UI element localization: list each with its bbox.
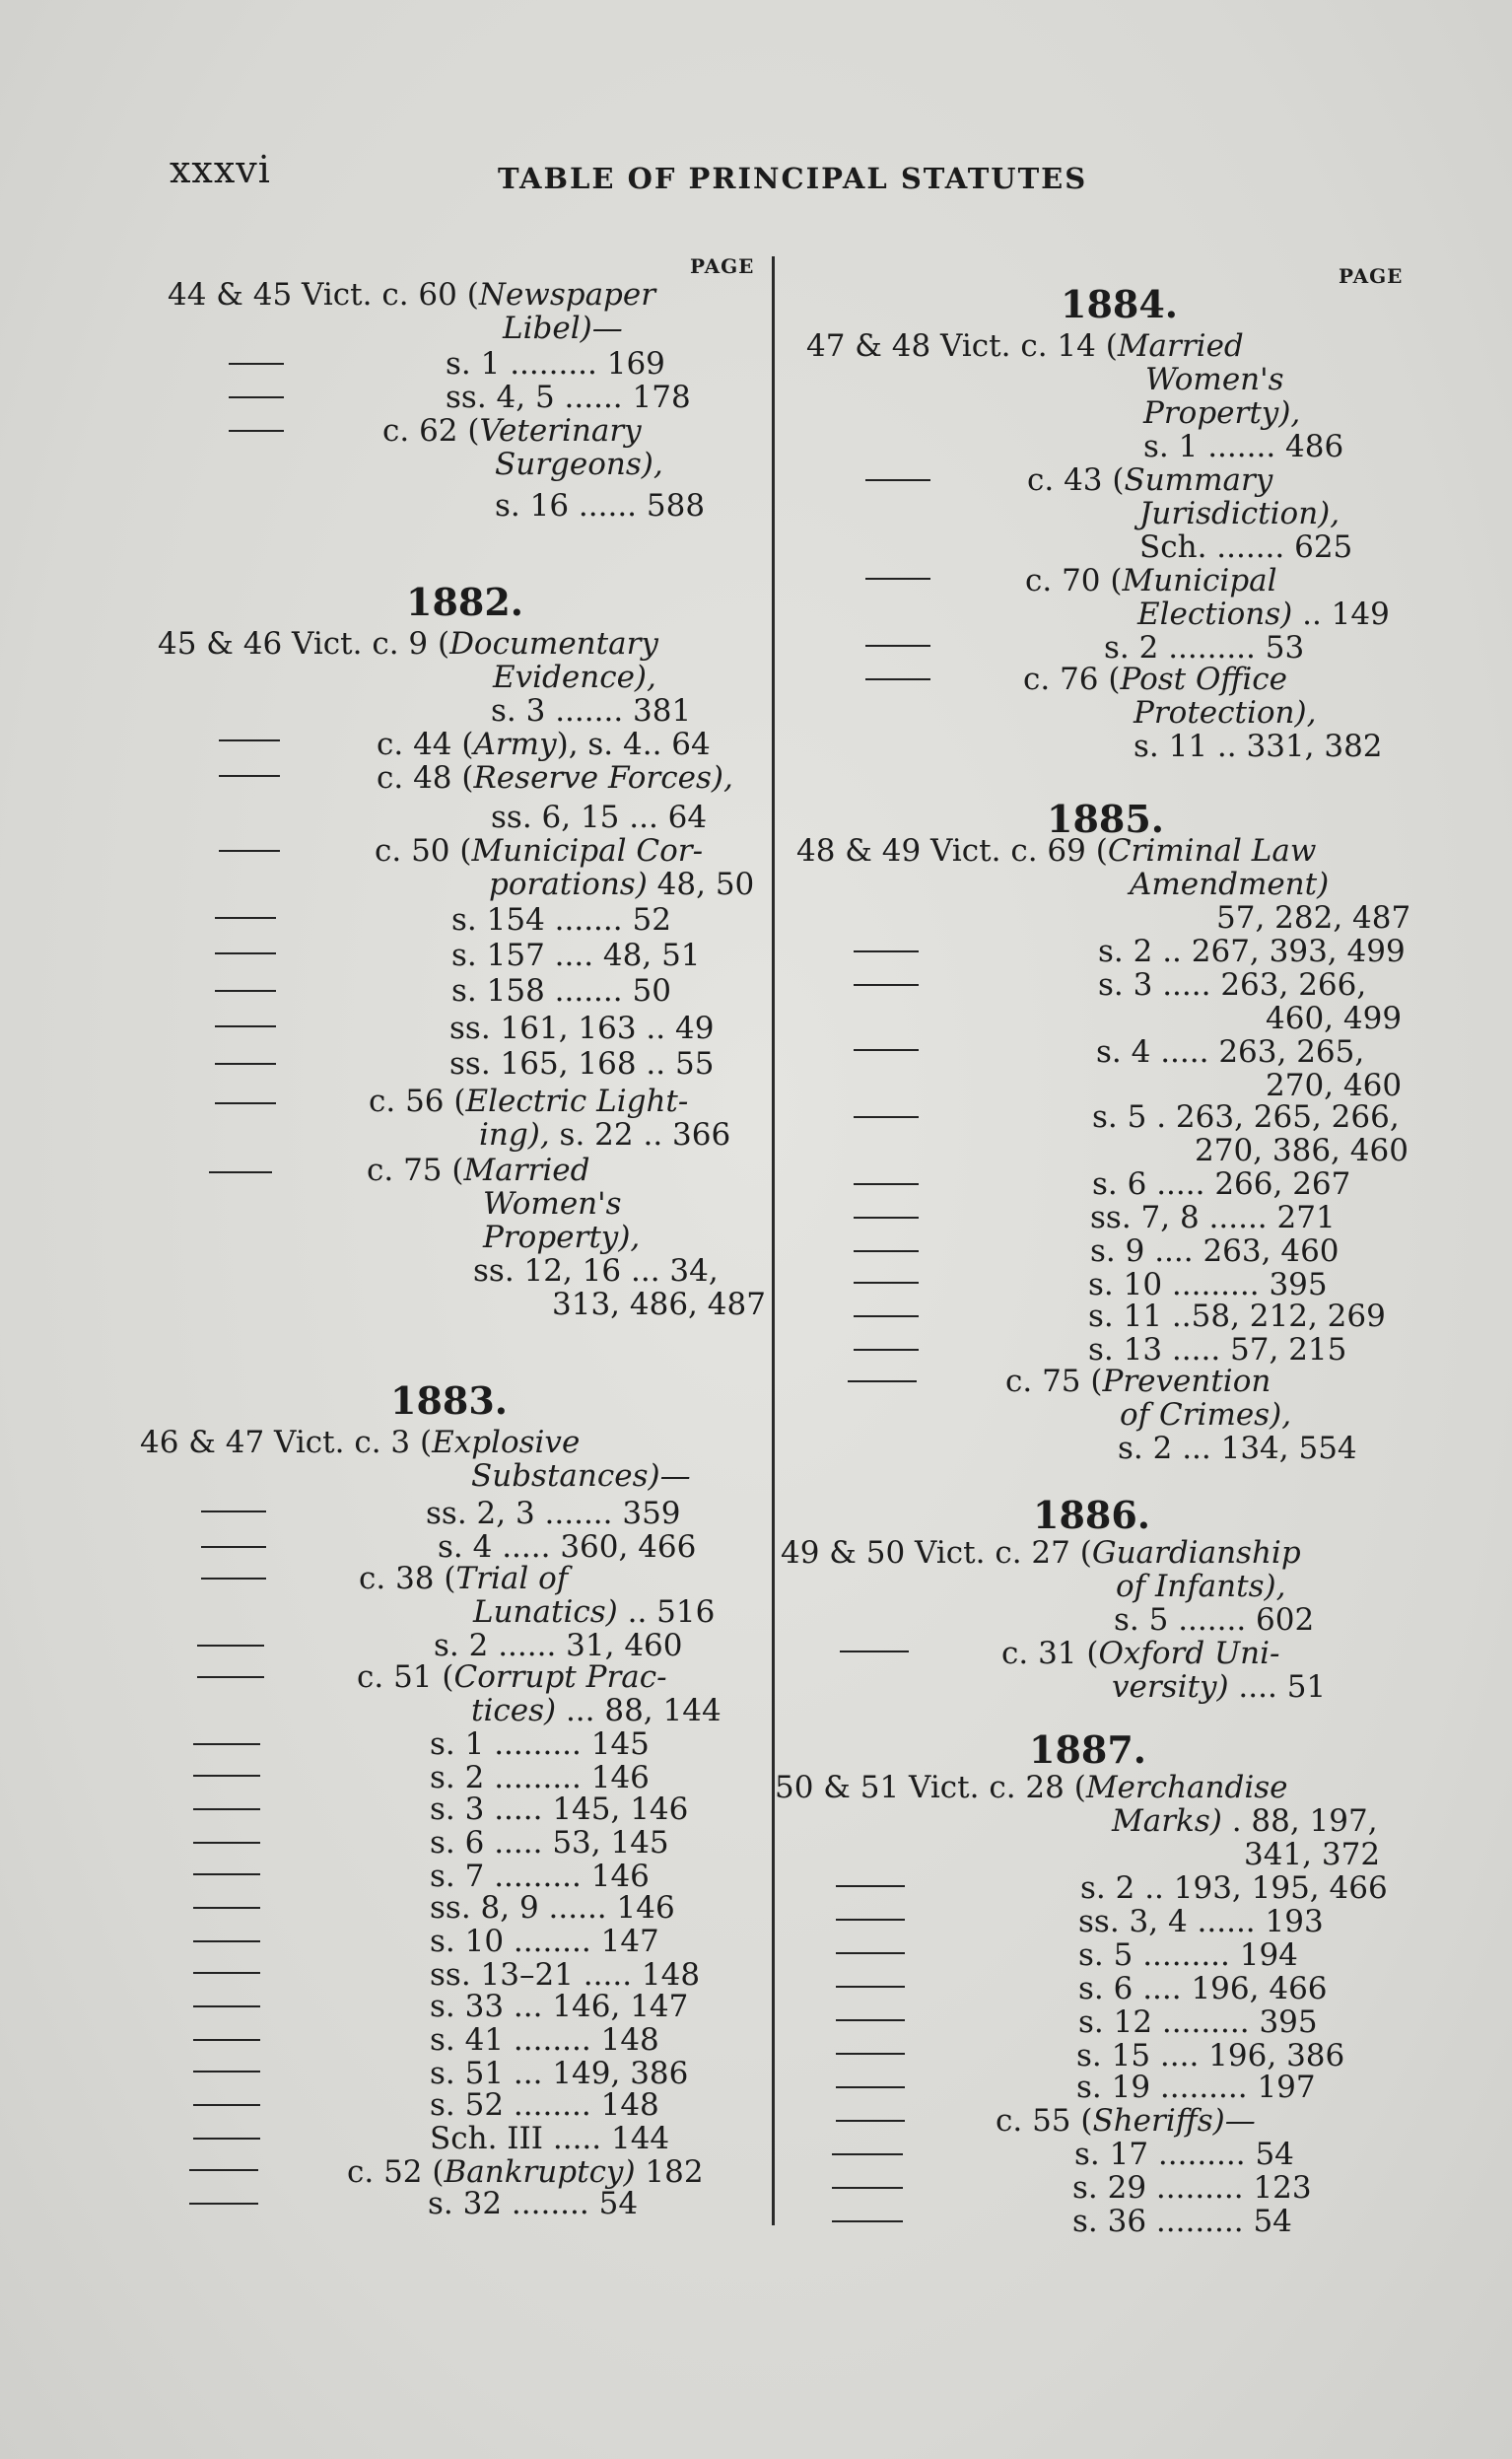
ditto-dash bbox=[209, 1171, 272, 1173]
entry-title: Criminal Law bbox=[1107, 833, 1317, 869]
entry-line: Property), bbox=[1143, 395, 1301, 431]
ditto-dash bbox=[193, 1972, 260, 1974]
entry-line: s. 41 ........ 148 bbox=[430, 2022, 659, 2058]
entry-line: Sch. III ..... 144 bbox=[430, 2121, 670, 2156]
entry-line: s. 1 ......... 169 bbox=[446, 346, 665, 382]
entry-line bbox=[377, 728, 711, 761]
ditto-dash bbox=[189, 2203, 258, 2205]
entry-line: s. 36 ......... 54 bbox=[1072, 2204, 1292, 2239]
ditto-dash bbox=[215, 1025, 276, 1027]
entry-line: s. 1 ....... 486 bbox=[1143, 429, 1344, 464]
entry-line: s. 6 ..... 53, 145 bbox=[430, 1825, 669, 1861]
entry-line: ss. 12, 16 ... 34, bbox=[473, 1253, 719, 1289]
entry-text: 48 & 49 Vict. c. 69 ( bbox=[796, 833, 1108, 869]
entry-line: s. 2 .. 267, 393, 499 bbox=[1098, 934, 1406, 969]
ditto-dash bbox=[865, 645, 930, 647]
entry-line: s. 32 ........ 54 bbox=[428, 2186, 639, 2221]
entry-line: s. 10 ......... 395 bbox=[1088, 1267, 1328, 1302]
year-heading: 1883. bbox=[390, 1378, 508, 1423]
entry-line: s. 3 ..... 145, 146 bbox=[430, 1792, 689, 1827]
entry-line: s. 1 ......... 145 bbox=[430, 1726, 650, 1762]
entry-text: .. 149 bbox=[1292, 597, 1390, 632]
entry-title: Newspaper bbox=[478, 277, 656, 313]
entry-line: s. 2 ...... 31, 460 bbox=[434, 1628, 683, 1663]
entry-line: 313, 486, 487 bbox=[552, 1287, 766, 1322]
entry-line bbox=[1137, 597, 1390, 631]
ditto-dash bbox=[836, 1986, 905, 1988]
entry-line bbox=[359, 1562, 568, 1595]
column-divider bbox=[772, 256, 775, 2225]
entry-line: s. 4 ..... 263, 265, bbox=[1096, 1034, 1365, 1070]
entry-line: s. 52 ........ 148 bbox=[430, 2087, 659, 2123]
entry-line bbox=[806, 329, 1244, 363]
entry-line: ss. 7, 8 ...... 271 bbox=[1090, 1200, 1336, 1235]
entry-title: Reserve Forces), bbox=[473, 760, 733, 796]
entry-line bbox=[781, 1536, 1301, 1570]
entry-line: s. 19 ......... 197 bbox=[1076, 2070, 1316, 2105]
entry-text: c. 70 ( bbox=[1025, 563, 1123, 598]
entry-line: Evidence), bbox=[493, 660, 656, 695]
entry-text: c. 62 ( bbox=[382, 413, 480, 449]
entry-title: Guardianship bbox=[1091, 1535, 1301, 1571]
ditto-dash bbox=[215, 1102, 276, 1104]
ditto-dash bbox=[193, 1873, 260, 1875]
entry-line: s. 2 ......... 146 bbox=[430, 1760, 650, 1795]
ditto-dash bbox=[840, 1651, 909, 1652]
ditto-dash bbox=[854, 1217, 919, 1219]
entry-line: s. 2 ... 134, 554 bbox=[1118, 1431, 1357, 1466]
entry-line bbox=[1025, 564, 1277, 597]
entry-text: 182 bbox=[635, 2154, 704, 2190]
ditto-dash bbox=[193, 2104, 260, 2106]
entry-line: of Infants), bbox=[1116, 1569, 1286, 1604]
entry-title: Married bbox=[463, 1153, 590, 1188]
entry-text: c. 44 ( bbox=[377, 727, 474, 762]
ditto-dash bbox=[197, 1676, 264, 1678]
entry-text: c. 52 ( bbox=[347, 2154, 445, 2190]
entry-title: Veterinary bbox=[479, 413, 642, 449]
entry-line: 460, 499 bbox=[1266, 1001, 1403, 1036]
entry-line: of Crimes), bbox=[1120, 1397, 1292, 1433]
entry-line bbox=[479, 1118, 730, 1152]
entry-line: ss. 6, 15 ... 64 bbox=[491, 800, 708, 835]
entry-line bbox=[1023, 663, 1287, 696]
entry-line bbox=[369, 1085, 688, 1118]
page-number: xxxvi bbox=[170, 148, 271, 191]
entry-line: 57, 282, 487 bbox=[1216, 900, 1411, 936]
ditto-dash bbox=[865, 678, 930, 680]
entry-line bbox=[996, 2104, 1256, 2138]
entry-line: s. 17 ......... 54 bbox=[1074, 2137, 1294, 2172]
year-heading: 1882. bbox=[406, 580, 523, 624]
entry-line bbox=[1001, 1637, 1280, 1670]
entry-text: . 88, 197, bbox=[1221, 1803, 1378, 1839]
entry-line: s. 9 .... 263, 460 bbox=[1090, 1233, 1340, 1269]
ditto-dash bbox=[854, 1282, 919, 1284]
entry-text: c. 55 ( bbox=[996, 2103, 1093, 2139]
entry-line: ss. 161, 163 .. 49 bbox=[449, 1011, 715, 1046]
entry-line bbox=[375, 834, 703, 868]
entry-title: Merchandise bbox=[1085, 1770, 1288, 1805]
ditto-dash bbox=[854, 1183, 919, 1185]
entry-text: c. 43 ( bbox=[1027, 462, 1125, 498]
ditto-dash bbox=[193, 2138, 260, 2140]
ditto-dash bbox=[832, 2187, 903, 2189]
ditto-dash bbox=[193, 2071, 260, 2073]
entry-line: s. 51 ... 149, 386 bbox=[430, 2056, 689, 2091]
ditto-dash bbox=[832, 2153, 903, 2155]
ditto-dash bbox=[201, 1578, 266, 1580]
entry-text: c. 76 ( bbox=[1023, 662, 1121, 697]
entry-line: ss. 13–21 ..... 148 bbox=[430, 1957, 701, 1993]
entry-title: Explosive bbox=[432, 1425, 581, 1460]
entry-text: c. 51 ( bbox=[357, 1659, 454, 1695]
entry-line bbox=[1112, 1670, 1326, 1704]
ditto-dash bbox=[865, 578, 930, 580]
entry-line: s. 5 . 263, 265, 266, bbox=[1092, 1099, 1400, 1135]
entry-line: s. 2 .. 193, 195, 466 bbox=[1080, 1870, 1388, 1906]
ditto-dash bbox=[193, 2039, 260, 2041]
ditto-dash bbox=[836, 2019, 905, 2021]
ditto-dash bbox=[215, 952, 276, 954]
entry-title: Marks) bbox=[1112, 1803, 1222, 1839]
entry-line bbox=[382, 414, 642, 448]
entry-line: Jurisdiction), bbox=[1139, 496, 1340, 531]
ditto-dash bbox=[836, 1885, 905, 1887]
page-column-label-right: PAGE bbox=[1339, 264, 1404, 288]
ditto-dash bbox=[832, 2220, 903, 2222]
entry-line: Surgeons), bbox=[495, 447, 663, 482]
entry-line: ss. 4, 5 ...... 178 bbox=[446, 380, 691, 415]
entry-text: 48, 50 bbox=[647, 867, 755, 902]
ditto-dash bbox=[229, 396, 284, 398]
entry-line bbox=[158, 627, 658, 661]
entry-line bbox=[1005, 1365, 1271, 1398]
entry-line bbox=[1027, 463, 1272, 497]
entry-line bbox=[1112, 1804, 1378, 1838]
entry-line: Substances)— bbox=[471, 1458, 691, 1494]
entry-line: s. 13 ..... 57, 215 bbox=[1088, 1332, 1347, 1368]
entry-line: Amendment) bbox=[1130, 867, 1330, 902]
ditto-dash bbox=[854, 1116, 919, 1118]
entry-text: .... 51 bbox=[1228, 1669, 1327, 1705]
ditto-dash bbox=[193, 2005, 260, 2007]
entry-line: s. 11 .. 331, 382 bbox=[1134, 729, 1383, 764]
entry-line: Protection), bbox=[1134, 695, 1317, 731]
ditto-dash bbox=[189, 2169, 258, 2171]
entry-line: s. 16 ...... 588 bbox=[495, 488, 706, 524]
ditto-dash bbox=[836, 1952, 905, 1954]
entry-line bbox=[489, 868, 754, 901]
entry-title: tices) bbox=[471, 1693, 557, 1728]
entry-title: Lunatics) bbox=[473, 1594, 618, 1630]
entry-line: s. 6 .... 196, 466 bbox=[1078, 1971, 1328, 2006]
entry-title: Prevention bbox=[1102, 1364, 1271, 1399]
year-heading: 1884. bbox=[1061, 282, 1178, 326]
entry-line bbox=[473, 1595, 715, 1629]
ditto-dash bbox=[229, 363, 284, 365]
entry-line: ss. 8, 9 ...... 146 bbox=[430, 1890, 675, 1926]
entry-title: Oxford Uni- bbox=[1098, 1636, 1280, 1671]
entry-line: 270, 386, 460 bbox=[1195, 1133, 1409, 1168]
ditto-dash bbox=[854, 984, 919, 986]
entry-title: Bankruptcy) bbox=[444, 2154, 636, 2190]
entry-line: s. 10 ........ 147 bbox=[430, 1924, 659, 1959]
entry-title: Corrupt Prac- bbox=[453, 1659, 667, 1695]
entry-title: Sheriffs)— bbox=[1092, 2103, 1256, 2139]
entry-text: c. 56 ( bbox=[369, 1084, 466, 1119]
entry-text: ), s. 4.. 64 bbox=[556, 727, 711, 762]
page-column-label-left: PAGE bbox=[690, 254, 755, 278]
entry-line: ss. 3, 4 ...... 193 bbox=[1078, 1904, 1324, 1939]
entry-line: 270, 460 bbox=[1266, 1068, 1403, 1103]
entry-line: s. 5 ....... 602 bbox=[1114, 1602, 1315, 1638]
ditto-dash bbox=[215, 917, 276, 919]
entry-title: Married bbox=[1117, 328, 1244, 364]
entry-title: Summary bbox=[1124, 462, 1273, 498]
entry-text: 47 & 48 Vict. c. 14 ( bbox=[806, 328, 1118, 364]
ditto-dash bbox=[193, 1743, 260, 1745]
entry-line: s. 6 ..... 266, 267 bbox=[1092, 1166, 1351, 1202]
entry-line: 341, 372 bbox=[1244, 1837, 1381, 1872]
entry-line bbox=[347, 2155, 704, 2189]
entry-line: s. 5 ......... 194 bbox=[1078, 1937, 1298, 1973]
entry-title: Elections) bbox=[1137, 597, 1293, 632]
ditto-dash bbox=[229, 430, 284, 432]
year-heading: 1886. bbox=[1033, 1493, 1150, 1537]
entry-line: Property), bbox=[483, 1220, 641, 1255]
entry-line bbox=[471, 1694, 722, 1727]
entry-line bbox=[140, 1426, 580, 1459]
ditto-dash bbox=[193, 1907, 260, 1909]
ditto-dash bbox=[215, 1063, 276, 1065]
entry-line: s. 33 ... 146, 147 bbox=[430, 1989, 689, 2024]
ditto-dash bbox=[854, 1049, 919, 1051]
entry-line: s. 7 ......... 146 bbox=[430, 1859, 650, 1894]
ditto-dash bbox=[836, 2086, 905, 2088]
ditto-dash bbox=[854, 1250, 919, 1252]
entry-title: Trial of bbox=[455, 1561, 569, 1596]
entry-title: Municipal bbox=[1122, 563, 1277, 598]
entry-text: 49 & 50 Vict. c. 27 ( bbox=[781, 1535, 1092, 1571]
entry-line: Women's bbox=[483, 1186, 622, 1222]
entry-title: Documentary bbox=[449, 626, 658, 662]
ditto-dash bbox=[215, 990, 276, 992]
entry-line bbox=[377, 761, 733, 795]
entry-title: Municipal Cor- bbox=[471, 833, 704, 869]
entry-line: s. 157 .... 48, 51 bbox=[451, 938, 701, 973]
entry-title: ing), bbox=[479, 1117, 550, 1153]
entry-line: Women's bbox=[1145, 362, 1284, 397]
entry-line bbox=[796, 834, 1316, 868]
entry-line: s. 158 ....... 50 bbox=[451, 973, 671, 1009]
year-heading: 1887. bbox=[1029, 1727, 1146, 1772]
entry-text: 46 & 47 Vict. c. 3 ( bbox=[140, 1425, 433, 1460]
entry-line: s. 4 ..... 360, 466 bbox=[438, 1529, 697, 1565]
ditto-dash bbox=[201, 1546, 266, 1548]
ditto-dash bbox=[848, 1380, 917, 1382]
entry-title: versity) bbox=[1112, 1669, 1229, 1705]
entry-text: 50 & 51 Vict. c. 28 ( bbox=[775, 1770, 1086, 1805]
ditto-dash bbox=[197, 1645, 264, 1647]
entry-text: 44 & 45 Vict. c. 60 ( bbox=[168, 277, 479, 313]
page-title: TABLE OF PRINCIPAL STATUTES bbox=[498, 162, 1088, 195]
ditto-dash bbox=[836, 2120, 905, 2122]
entry-line bbox=[775, 1771, 1288, 1804]
ditto-dash bbox=[219, 775, 280, 777]
entry-line bbox=[367, 1154, 589, 1187]
entry-line: s. 12 ......... 395 bbox=[1078, 2004, 1318, 2040]
entry-line: s. 11 ..58, 212, 269 bbox=[1088, 1299, 1386, 1334]
entry-text: .. 516 bbox=[617, 1594, 716, 1630]
entry-title: Electric Light- bbox=[465, 1084, 689, 1119]
ditto-dash bbox=[193, 1775, 260, 1777]
entry-line: s. 29 ......... 123 bbox=[1072, 2170, 1312, 2206]
entry-text: c. 75 ( bbox=[1005, 1364, 1103, 1399]
entry-text: c. 48 ( bbox=[377, 760, 474, 796]
entry-text: ... 88, 144 bbox=[556, 1693, 722, 1728]
entry-line bbox=[168, 278, 655, 312]
ditto-dash bbox=[854, 1349, 919, 1351]
ditto-dash bbox=[854, 950, 919, 952]
entry-line: ss. 2, 3 ....... 359 bbox=[426, 1496, 681, 1531]
entry-text: 45 & 46 Vict. c. 9 ( bbox=[158, 626, 450, 662]
ditto-dash bbox=[201, 1511, 266, 1512]
entry-title: Army bbox=[473, 727, 557, 762]
entry-text: c. 38 ( bbox=[359, 1561, 456, 1596]
entry-line: ss. 165, 168 .. 55 bbox=[449, 1046, 715, 1082]
entry-line: s. 3 ....... 381 bbox=[491, 693, 692, 729]
year-heading: 1885. bbox=[1047, 797, 1164, 841]
entry-line bbox=[357, 1660, 667, 1694]
ditto-dash bbox=[193, 1808, 260, 1810]
entry-text: s. 22 .. 366 bbox=[549, 1117, 731, 1153]
entry-text: c. 31 ( bbox=[1001, 1636, 1099, 1671]
ditto-dash bbox=[193, 1842, 260, 1844]
entry-text: c. 50 ( bbox=[375, 833, 472, 869]
entry-line: s. 154 ....... 52 bbox=[451, 902, 671, 938]
entry-line: Sch. ....... 625 bbox=[1139, 529, 1353, 565]
entry-line: s. 2 ......... 53 bbox=[1104, 630, 1305, 666]
ditto-dash bbox=[219, 739, 280, 741]
ditto-dash bbox=[836, 1919, 905, 1921]
ditto-dash bbox=[854, 1315, 919, 1317]
entry-title: Post Office bbox=[1120, 662, 1287, 697]
entry-line: s. 3 ..... 263, 266, bbox=[1098, 967, 1367, 1003]
entry-text: c. 75 ( bbox=[367, 1153, 464, 1188]
entry-title: porations) bbox=[489, 867, 648, 902]
ditto-dash bbox=[836, 2053, 905, 2055]
ditto-dash bbox=[865, 479, 930, 481]
entry-line: s. 15 .... 196, 386 bbox=[1076, 2038, 1345, 2073]
ditto-dash bbox=[219, 850, 280, 852]
ditto-dash bbox=[193, 1940, 260, 1942]
entry-line: Libel)— bbox=[503, 311, 623, 346]
